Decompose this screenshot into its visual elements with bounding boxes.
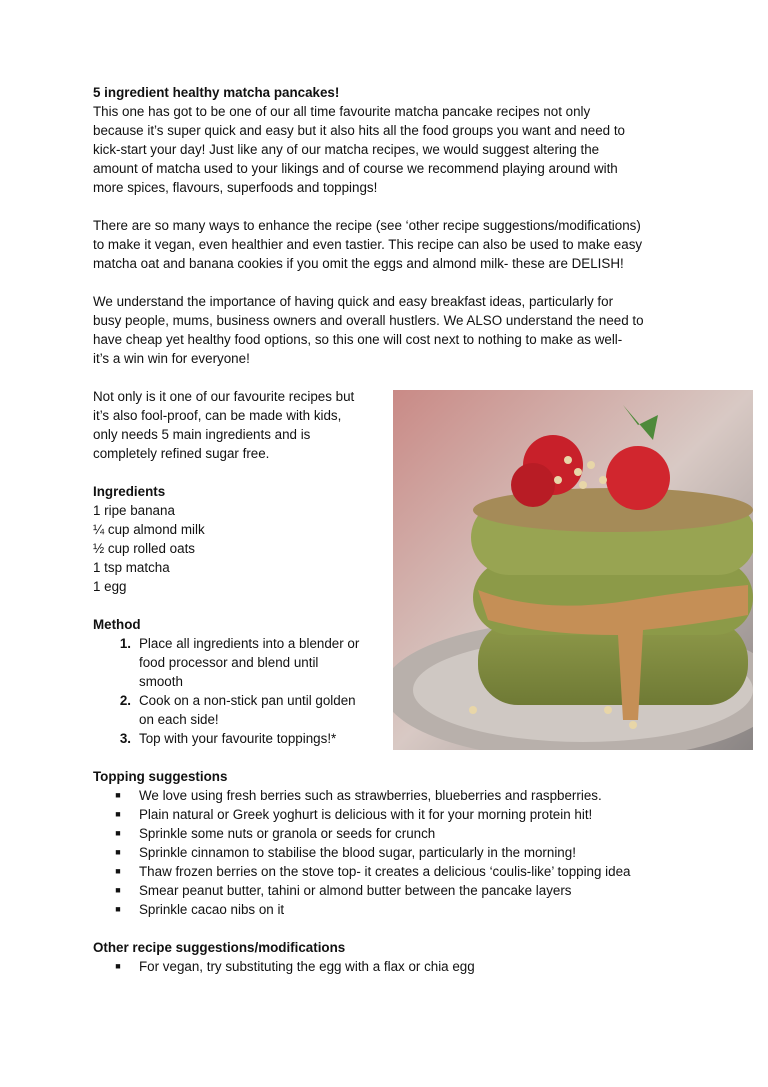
step-text: Place all ingredients into a blender or bbox=[139, 636, 360, 651]
suggestion-item: For vegan, try substituting the egg with a flax or chia egg bbox=[139, 959, 475, 974]
bullet-icon: ■ bbox=[115, 961, 121, 971]
text-line: This one has got to be one of our all time favourite matcha pancake recipes not only bbox=[93, 104, 591, 119]
text-line: more spices, flavours, superfoods and toppings! bbox=[93, 180, 378, 195]
ingredient-item: ¼ cup almond milk bbox=[93, 522, 205, 537]
bullet-icon: ■ bbox=[115, 809, 121, 819]
toppings-heading: Topping suggestions bbox=[93, 769, 228, 784]
intro-paragraph bbox=[93, 102, 693, 197]
step-text: Top with your favourite toppings!* bbox=[139, 731, 337, 746]
topping-item: Thaw frozen berries on the stove top- it creates a delicious ‘coulis-like’ topping idea bbox=[139, 864, 631, 879]
text-line: only needs 5 main ingredients and is bbox=[93, 427, 311, 442]
step-number: 3. bbox=[119, 731, 131, 746]
topping-item: Plain natural or Greek yoghurt is delicious with it for your morning protein hit! bbox=[139, 807, 593, 822]
ingredient-item: 1 ripe banana bbox=[93, 503, 175, 518]
ingredient-item: 1 egg bbox=[93, 579, 127, 594]
step-number: 2. bbox=[119, 693, 131, 708]
bullet-icon: ■ bbox=[115, 885, 121, 895]
toppings-list bbox=[93, 786, 693, 919]
text-line: There are so many ways to enhance the recipe (see ‘other recipe suggestions/modifications) bbox=[93, 218, 641, 233]
bullet-icon: ■ bbox=[115, 866, 121, 876]
topping-item: We love using fresh berries such as strawberries, blueberries and raspberries. bbox=[139, 788, 602, 803]
text-line: completely refined sugar free. bbox=[93, 446, 270, 461]
text-line: it’s a win win for everyone! bbox=[93, 351, 250, 366]
bullet-icon: ■ bbox=[115, 904, 121, 914]
other-suggestions-heading: Other recipe suggestions/modifications bbox=[93, 940, 346, 955]
step-text: food processor and blend until bbox=[139, 655, 319, 670]
step-text: on each side! bbox=[139, 712, 219, 727]
topping-item: Smear peanut butter, tahini or almond butter between the pancake layers bbox=[139, 883, 572, 898]
bullet-icon: ■ bbox=[115, 847, 121, 857]
text-line: amount of matcha used to your likings and of course we recommend playing around with bbox=[93, 161, 618, 176]
other-suggestions-list bbox=[93, 957, 693, 976]
recipe-title: 5 ingredient healthy matcha pancakes! bbox=[93, 85, 340, 100]
text-line: it’s also fool-proof, can be made with kids, bbox=[93, 408, 342, 423]
bullet-icon: ■ bbox=[115, 790, 121, 800]
ingredients-heading: Ingredients bbox=[93, 484, 166, 499]
text-line: because it’s super quick and easy but it also hits all the food groups you want and need to bbox=[93, 123, 626, 138]
step-text: smooth bbox=[139, 674, 183, 689]
matcha-pancakes-photo bbox=[393, 390, 753, 750]
step-number: 1. bbox=[119, 636, 131, 651]
topping-item: Sprinkle cinnamon to stabilise the blood sugar, particularly in the morning! bbox=[139, 845, 576, 860]
enhance-paragraph bbox=[93, 216, 693, 273]
topping-item: Sprinkle cacao nibs on it bbox=[139, 902, 285, 917]
text-line: We understand the importance of having quick and easy breakfast ideas, particularly for bbox=[93, 294, 614, 309]
text-line: busy people, mums, business owners and overall hustlers. We ALSO understand the need to bbox=[93, 313, 644, 328]
ingredient-item: ½ cup rolled oats bbox=[93, 541, 195, 556]
step-text: Cook on a non-stick pan until golden bbox=[139, 693, 356, 708]
text-line: kick-start your day! Just like any of our matcha recipes, we would suggest altering the bbox=[93, 142, 600, 157]
ingredient-item: 1 tsp matcha bbox=[93, 560, 170, 575]
topping-item: Sprinkle some nuts or granola or seeds for crunch bbox=[139, 826, 436, 841]
text-line: to make it vegan, even healthier and even tastier. This recipe can also be used to make easy bbox=[93, 237, 643, 252]
text-line: have cheap yet healthy food options, so this one will cost next to nothing to make as well- bbox=[93, 332, 623, 347]
bullet-icon: ■ bbox=[115, 828, 121, 838]
text-line: matcha oat and banana cookies if you omit the eggs and almond milk- these are DELISH! bbox=[93, 256, 624, 271]
breakfast-paragraph bbox=[93, 292, 693, 368]
text-line: Not only is it one of our favourite recipes but bbox=[93, 389, 355, 404]
method-heading: Method bbox=[93, 617, 141, 632]
